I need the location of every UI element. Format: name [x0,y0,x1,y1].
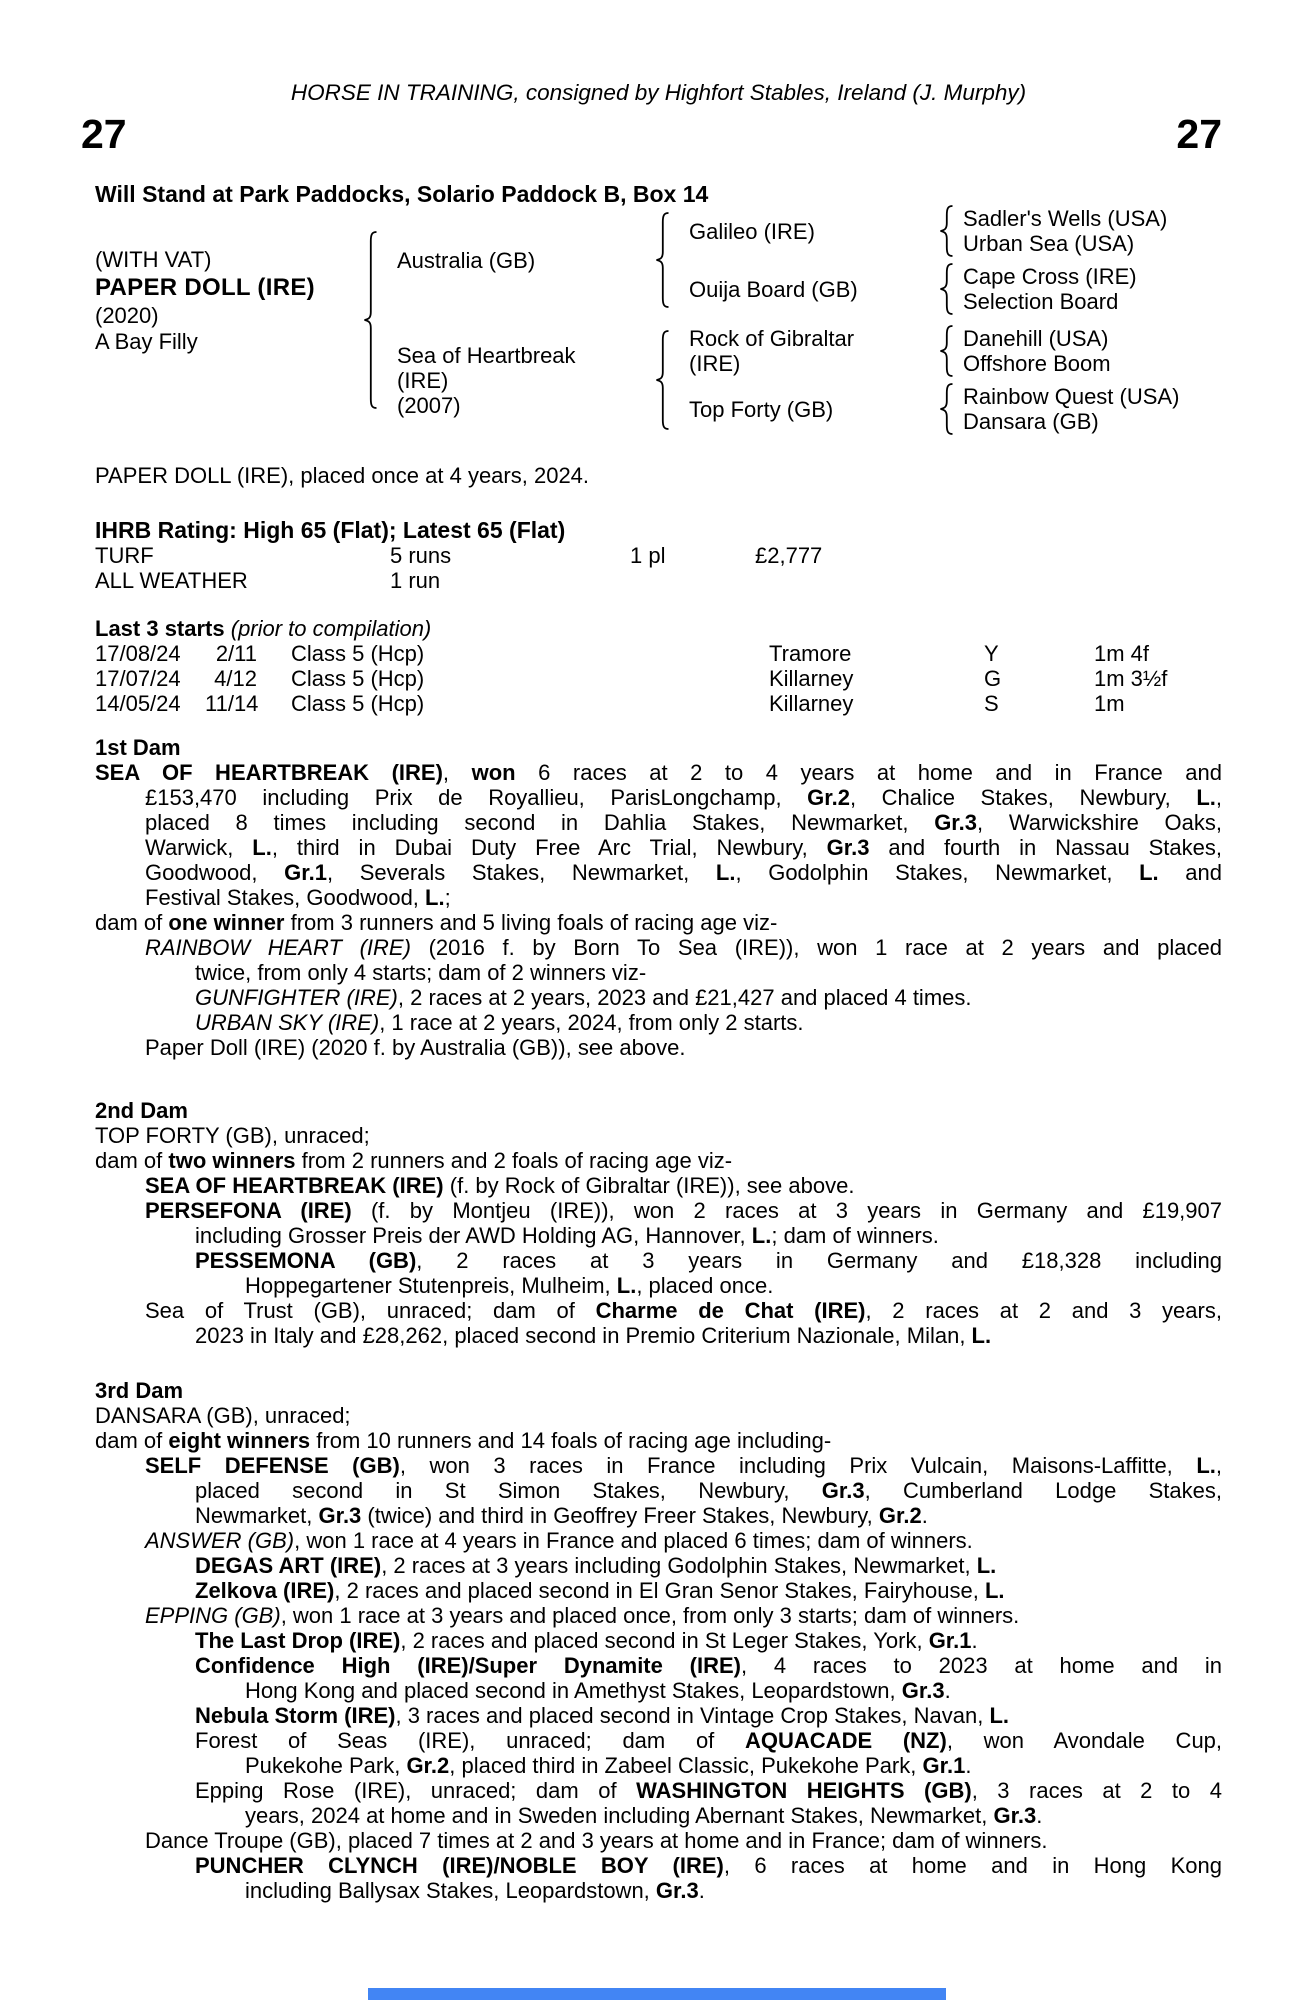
text-segment: , Warwickshire Oaks, [977,810,1222,835]
pedigree-entry: Cape Cross (IRE) [963,264,1137,289]
text-segment: , 3 races and placed second in Vintage Crop Stakes, Navan, [395,1703,990,1728]
text-segment: , won 1 race at 4 years in France and placed 6 times; dam of winners. [294,1528,973,1553]
last-start-race: Class 5 (Hcp) [291,691,425,716]
text-segment: . [965,1753,972,1778]
text-segment: Hoppegartener Stutenpreis, Mulheim, [245,1273,617,1298]
text-segment: , Godolphin Stakes, Newmarket, [735,860,1140,885]
text-segment: dam of [95,1428,169,1453]
record-cell-runs: 1 run [390,568,441,593]
text-segment: twice, from only 4 starts; dam of 2 winners viz- [195,960,647,985]
text-segment: from 10 runners and 14 foals of racing age including- [310,1428,832,1453]
pedigree-text-line [195,1248,1222,1273]
text-segment: , placed once. [636,1273,774,1298]
text-segment: , 2 races and placed second in St Leger Stakes, York, [400,1628,929,1653]
pedigree-text-line [145,1035,1222,1060]
text-segment: placed second in St Simon Stakes, Newbury, [195,1478,822,1503]
text-segment: , 4 races to 2023 at home and in [741,1653,1222,1678]
text-segment: (twice) and third in Geoffrey Freer Stakes, Newbury, [361,1503,879,1528]
vat-note: (WITH VAT) [95,247,212,272]
text-segment: . [971,1628,978,1653]
text-segment: PUNCHER CLYNCH (IRE)/NOBLE BOY (IRE) [195,1853,724,1878]
last-starts-heading [95,616,1222,641]
pedigree-text-line [195,1703,1222,1728]
text-segment: years, 2024 at home and in Sweden including Abernant Stakes, Newmarket, [245,1803,994,1828]
text-segment: L. [1196,785,1216,810]
text-segment: £153,470 including Prix de Royallieu, ParisLongchamp, [145,785,808,810]
text-segment: , 3 races at 2 to 4 [971,1778,1223,1803]
pedigree-text-line [145,885,1222,910]
text-segment: RAINBOW HEART (IRE) [145,935,411,960]
last-start-course: Tramore [769,641,852,666]
dams-sections [95,735,1222,1903]
text-segment: URBAN SKY (IRE) [195,1010,380,1035]
last-start-race: Class 5 (Hcp) [291,666,425,691]
text-segment: PESSEMONA (GB) [195,1248,417,1273]
text-segment: Zelkova (IRE) [195,1578,335,1603]
last-starts-heading-note: (prior to compilation) [224,616,432,641]
text-segment: L. [1139,860,1159,885]
pedigree-entry: Selection Board [963,289,1119,314]
text-segment: , Chalice Stakes, Newbury, [849,785,1197,810]
footer-bar [368,1988,946,2000]
text-segment: GUNFIGHTER (IRE) [195,985,398,1010]
text-segment: DANSARA (GB), unraced; [95,1403,351,1428]
pedigree-text-line [145,1298,1222,1323]
pedigree-text-line [145,1453,1222,1478]
text-segment: ; dam of winners. [771,1223,939,1248]
text-segment: , 2 races and placed second in El Gran Senor Stakes, Fairyhouse, [334,1578,985,1603]
pedigree-entry: Danehill (USA) [963,326,1109,351]
rating-line: IHRB Rating: High 65 (Flat); Latest 65 (Flat) [95,517,566,543]
text-segment: , 1 race at 2 years, 2024, from only 2 starts. [379,1010,804,1035]
pedigree-text-line [95,1403,1222,1428]
text-segment: L. [425,885,445,910]
record-table [95,543,1222,593]
last-start-going: S [984,691,999,716]
record-cell-surface: TURF [95,543,154,568]
pedigree-text-line [95,1428,1222,1453]
text-segment: Gr.3 [901,1678,945,1703]
dam-heading: 1st Dam [95,735,181,760]
text-segment: , won 3 races in France including Prix Vulcain, Maisons-Laffitte, [399,1453,1197,1478]
text-segment: from 3 runners and 5 living foals of racing age viz- [284,910,778,935]
text-segment: including Ballysax Stakes, Leopardstown, [245,1878,656,1903]
text-segment: Nebula Storm (IRE) [195,1703,396,1728]
text-segment: Festival Stakes, Goodwood, [145,885,426,910]
pedigree-text-line [145,1528,1222,1553]
brace-icon [939,205,955,257]
text-segment: Gr.1 [928,1628,972,1653]
text-segment: Dance Troupe (GB), placed 7 times at 2 and 3 years at home and in France; dam of winners. [145,1828,1048,1853]
rating-block [95,517,1222,593]
text-segment: The Last Drop (IRE) [195,1628,401,1653]
text-segment: Gr.2 [807,785,850,810]
horse-info [95,205,363,355]
pedigree-text-line [245,1878,1222,1903]
text-segment: Pukekohe Park, [245,1753,407,1778]
last-start-distance: 1m 3½f [1094,666,1168,691]
text-segment: (2016 f. by Born To Sea (IRE)), won 1 race at 2 years and placed [410,935,1223,960]
text-segment: two winners [168,1148,296,1173]
last-start-distance: 1m 4f [1094,641,1150,666]
text-segment: Newmarket, [195,1503,319,1528]
text-segment: Gr.1 [284,860,327,885]
text-segment: , won 1 race at 3 years and placed once, from only 3 starts; dam of winners. [280,1603,1020,1628]
text-segment: placed 8 times including second in Dahlia Stakes, Newmarket, [145,810,935,835]
text-segment: 2023 in Italy and £28,262, placed second in Premio Criterium Nazionale, Milan, [195,1323,972,1348]
text-segment: Charme de Chat (IRE) [595,1298,866,1323]
text-segment: and fourth in Nassau Stakes, [869,835,1222,860]
pedigree-entry: Dansara (GB) [963,409,1099,434]
pedigree-text-line [145,1603,1222,1628]
text-segment: L. [252,835,272,860]
text-segment: , Severals Stakes, Newmarket, [326,860,716,885]
pedigree-text-line [145,1828,1222,1853]
text-segment: Hong Kong and placed second in Amethyst Stakes, Leopardstown, [245,1678,902,1703]
brace-icon [939,383,955,435]
text-segment: , [442,760,472,785]
pedigree-text-line [195,1553,1222,1578]
pedigree-text-line [195,1728,1222,1753]
text-segment: , 6 races at home and in Hong Kong [723,1853,1222,1878]
pedigree-text-line [195,960,1222,985]
text-segment: , [1215,785,1222,810]
last-start-going: G [984,666,1002,691]
pedigree-text-line [245,1753,1222,1778]
text-segment: , [1215,1453,1222,1478]
text-segment: Gr.1 [922,1753,966,1778]
text-segment: , third in Dubai Duty Free Arc Trial, Newbury, [271,835,827,860]
text-segment: , Cumberland Lodge Stakes, [864,1478,1223,1503]
last-start-course: Killarney [769,666,854,691]
dam-section [95,1098,1222,1348]
pedigree-text-line [195,1653,1222,1678]
last-start-date: 14/05/24 [95,691,181,716]
last-starts-table [95,641,1222,716]
last-start-pos: 4/12 [214,666,257,691]
text-segment: (f. by Montjeu (IRE)), won 2 races at 3 years in Germany and £19,907 [351,1198,1222,1223]
pedigree-entry: Rainbow Quest (USA) [963,384,1180,409]
text-segment: Confidence High (IRE)/Super Dynamite (IRE) [195,1653,741,1678]
text-segment: . [944,1678,951,1703]
text-segment: Epping Rose (IRE), unraced; dam of [195,1778,637,1803]
pedigree-text-line [195,1503,1222,1528]
record-cell-places [630,568,755,593]
pedigree-dam: Sea of Heartbreak (IRE) (2007) [397,342,576,418]
text-segment: , 2 races at 3 years including Godolphin Stakes, Newmarket, [381,1553,977,1578]
text-segment: , placed third in Zabeel Classic, Pukekohe Park, [449,1753,923,1778]
lot-number-left: 27 [81,111,127,157]
text-segment: Gr.2 [406,1753,450,1778]
text-segment: L. [751,1223,772,1248]
text-segment: L. [971,1323,992,1348]
text-segment: DEGAS ART (IRE) [195,1553,382,1578]
pedigree-text-line [195,985,1222,1010]
dam-section [95,1378,1222,1903]
pedigree-text-line [145,1198,1222,1223]
text-segment: ANSWER (GB) [145,1528,295,1553]
pedigree-text-line [195,1578,1222,1603]
pedigree-text-line [95,1123,1222,1148]
pedigree-text-line [195,1223,1222,1248]
pedigree-tree [363,205,1179,435]
text-segment: from 2 runners and 2 foals of racing age viz- [295,1148,733,1173]
pedigree-text-line [195,1628,1222,1653]
text-segment: EPPING (GB) [145,1603,281,1628]
text-segment: L. [989,1703,1009,1728]
pedigree-entry: Offshore Boom [963,351,1111,376]
pedigree-entry: Sadler's Wells (USA) [963,206,1168,231]
last-starts-block [95,616,1222,716]
brace-icon [939,325,955,377]
text-segment: ; [444,885,451,910]
pedigree-text-line [195,1853,1222,1878]
text-segment: and [1158,860,1223,885]
text-segment: TOP FORTY (GB), unraced; [95,1123,370,1148]
horse-description: A Bay Filly [95,329,198,354]
last-start-date: 17/08/24 [95,641,181,666]
pedigree-entry: Rock of Gibraltar (IRE) [689,326,855,376]
pedigree-text-line [245,1803,1222,1828]
text-segment: Gr.3 [826,835,870,860]
pedigree-text-line [195,1010,1222,1035]
last-start-pos: 11/14 [205,691,259,716]
pedigree-text-line [95,910,1222,935]
record-cell-places: 1 pl [630,543,666,568]
text-segment: dam of [95,910,169,935]
text-segment: L. [616,1273,637,1298]
text-segment: Gr.3 [318,1503,362,1528]
pedigree-entry: Galileo (IRE) [689,218,815,244]
text-segment: won [471,760,516,785]
last-start-date: 17/07/24 [95,666,181,691]
text-segment: including Grosser Preis der AWD Holding AG, Hannover, [195,1223,752,1248]
text-segment: L. [1196,1453,1216,1478]
pedigree-text-line [145,785,1222,810]
text-segment: , 2 races at 3 years in Germany and £18,328 including [416,1248,1223,1273]
pedigree-text-line [245,1273,1222,1298]
pedigree-entry: Ouija Board (GB) [689,276,858,302]
text-segment: L. [984,1578,1005,1603]
text-segment: WASHINGTON HEIGHTS (GB) [636,1778,972,1803]
text-segment: Goodwood, [145,860,285,885]
text-segment: 6 races at 2 to 4 years at home and in France and [515,760,1222,785]
text-segment: Sea of Trust (GB), unraced; dam of [145,1298,596,1323]
last-start-race: Class 5 (Hcp) [291,641,425,666]
last-starts-heading-bold: Last 3 starts [95,616,225,641]
dam-heading: 3rd Dam [95,1378,184,1403]
text-segment: AQUACADE (NZ) [745,1728,947,1753]
pedigree-text-line [145,810,1222,835]
brace-icon [939,263,955,315]
pedigree-text-line [145,860,1222,885]
text-segment: Gr.3 [934,810,977,835]
text-segment: Forest of Seas (IRE), unraced; dam of [195,1728,746,1753]
text-segment: SEA OF HEARTBREAK (IRE) [95,760,443,785]
lot-number-right: 27 [1176,111,1222,157]
last-start-course: Killarney [769,691,854,716]
pedigree-table [95,205,1222,435]
last-start-pos: 2/11 [215,641,257,666]
brace-icon [655,212,671,308]
page-title: HORSE IN TRAINING, consigned by Highfort Stables, Ireland (J. Murphy) [290,80,1027,105]
pedigree-text-line [95,1148,1222,1173]
pedigree-text-line [195,1778,1222,1803]
text-segment: . [921,1503,928,1528]
pedigree-entry: Top Forty (GB) [689,396,834,422]
text-segment: , won Avondale Cup, [946,1728,1223,1753]
record-cell-earnings [755,568,1222,593]
text-segment: , 2 races at 2 years, 2023 and £21,427 and placed 4 times. [397,985,972,1010]
pedigree-text-line [95,760,1222,785]
stand-location-line: Will Stand at Park Paddocks, Solario Paddock B, Box 14 [95,181,709,207]
race-summary-line: PAPER DOLL (IRE), placed once at 4 years, 2024. [95,463,590,488]
text-segment: Paper Doll (IRE) (2020 f. by Australia (GB)), see above. [145,1035,686,1060]
pedigree-sire: Australia (GB) [397,247,536,273]
last-start-distance: 1m [1094,691,1125,716]
text-segment: eight winners [168,1428,311,1453]
text-segment: L. [976,1553,997,1578]
record-cell-surface: ALL WEATHER [95,568,248,593]
last-start-going: Y [984,641,999,666]
text-segment: PERSEFONA (IRE) [145,1198,352,1223]
dam-section [95,735,1222,1060]
text-segment: one winner [168,910,285,935]
text-segment: Gr.3 [993,1803,1037,1828]
text-segment: L. [715,860,736,885]
text-segment: (f. by Rock of Gibraltar (IRE)), see above. [443,1173,855,1198]
text-segment: . [1036,1803,1043,1828]
text-segment: . [698,1878,705,1903]
brace-icon [363,231,379,409]
dam-heading: 2nd Dam [95,1098,188,1123]
pedigree-text-line [195,1323,1222,1348]
pedigree-text-line [145,835,1222,860]
horse-name: PAPER DOLL (IRE) [95,274,315,301]
record-cell-earnings: £2,777 [755,543,823,568]
record-cell-runs: 5 runs [390,543,452,568]
pedigree-text-line [245,1678,1222,1703]
pedigree-text-line [145,935,1222,960]
text-segment: Gr.3 [821,1478,865,1503]
pedigree-text-line [145,1173,1222,1198]
horse-foal-year: (2020) [95,303,159,328]
pedigree-entry: Urban Sea (USA) [963,231,1135,256]
pedigree-text-line [195,1478,1222,1503]
text-segment: SEA OF HEARTBREAK (IRE) [145,1173,444,1198]
text-segment: Warwick, [145,835,253,860]
text-segment: , 2 races at 2 and 3 years, [865,1298,1222,1323]
text-segment: SELF DEFENSE (GB) [145,1453,400,1478]
text-segment: Gr.3 [655,1878,699,1903]
text-segment: dam of [95,1148,169,1173]
text-segment: Gr.2 [878,1503,922,1528]
brace-icon [655,330,671,430]
